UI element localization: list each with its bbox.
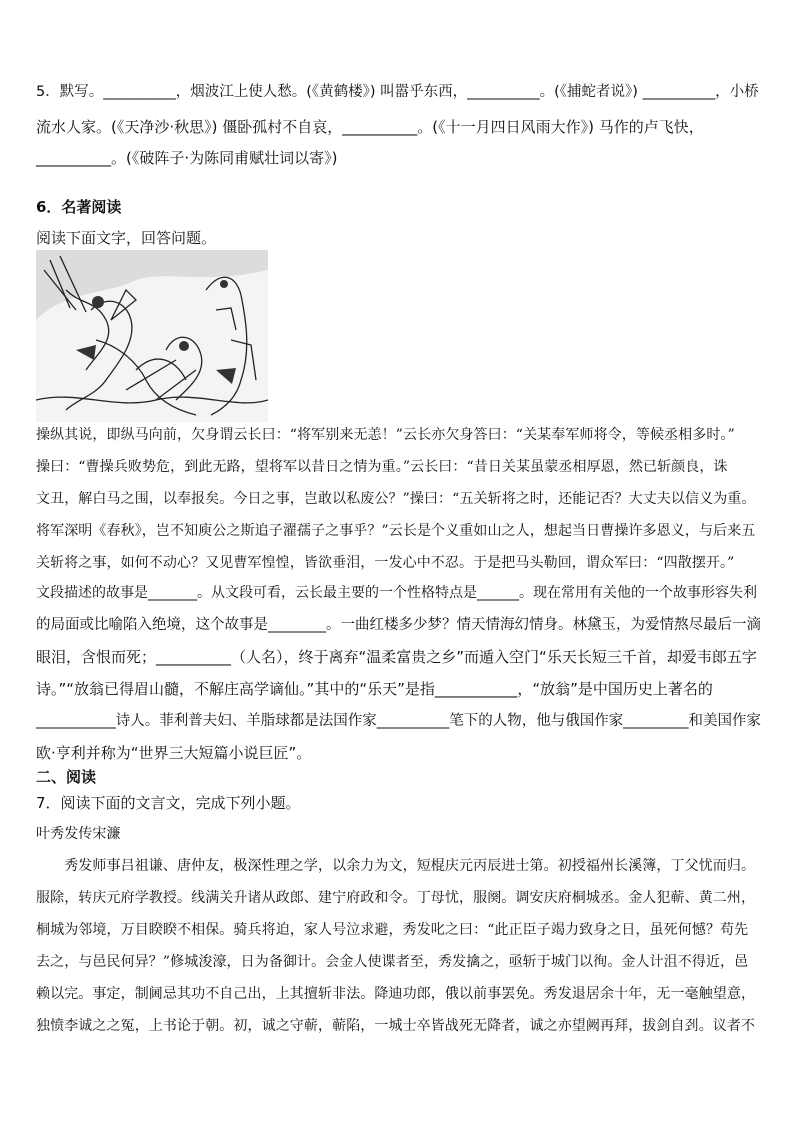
q6-passage-line-5: 关斩将之事，如何不动心？又见曹军惶惶，皆欲垂泪，一发心中不忍。于是把马头勒回，谓众军曰：“四散摆开。” <box>36 555 735 571</box>
q5-line-3: __________。(《破阵子·为陈同甫赋壮词以寄》) <box>36 149 338 167</box>
q6-question-line-1: 文段描述的故事是_______。从文段可看，云长最主要的一个性格特点是______。现在常用有关他的一个故事形容失利 <box>36 585 757 601</box>
q7-line-2: 服除，转庆元府学教授。线满关升诸从政郎、建宁府政和令。丁母忧，服阕。调安庆府桐城丞。金人犯蕲、黄二州， <box>36 890 756 906</box>
q7-line-3: 桐城为邻境，万目睽睽不相保。骑兵将迫，家人号泣求避，秀发叱之曰：“此正臣子竭力致身之日，虽死何憾？苟先 <box>36 922 749 938</box>
q7-line-5: 赖以完。事定，制阃忌其功不自己出，上其擅斩非法。降迪功郎，俄以前事罢免。秀发退居余十年，无一毫触望意， <box>36 986 756 1002</box>
q6-passage-line-3: 文丑，解白马之围，以奉报矣。今日之事，岂敢以私废公？”操曰：“五关斩将之时，还能记否？大丈夫以信义为重。 <box>36 491 756 507</box>
q5-line-2: 流水人家。(《天净沙·秋思》) 僵卧孤村不自哀，__________。(《十一月四日风雨大作》) 马作的卢飞快， <box>36 118 704 136</box>
q6-passage-line-2: 操曰：“曹操兵败势危，到此无路，望将军以昔日之情为重。”云长曰：“昔日关某虽蒙丞相厚恩，然已斩颜良，诛 <box>36 459 728 475</box>
q7-instruction: 7．阅读下面的文言文，完成下列小题。 <box>36 794 301 812</box>
q6-passage-line-4: 将军深明《春秋》，岂不知庾公之斯追子濯孺子之事乎？”云长是个义重如山之人，想起当日曹操许多恩义，与后来五 <box>36 523 756 539</box>
q7-line-4: 去之，与邑民何异？”修城浚濠，日为备御计。会金人使谍者至，秀发擒之，亟斩于城门以徇。金人计沮不得近，邑 <box>36 954 749 970</box>
q6-question-line-4: 诗。”“放翁已得眉山髓，不解庄高学谪仙。”其中的“乐天”是指___________，“放翁”是中国历史上著名的 <box>36 680 713 698</box>
q7-line-1: 秀发师事吕祖谦、唐仲友，极深性理之学，以余力为文，短棍庆元丙辰进士第。初授福州长溪簿，丁父忧而归。 <box>36 858 756 874</box>
q6-passage-line-1: 操纵其说，即纵马向前，欠身谓云长曰：“将军别来无恙！”云长亦欠身答曰：“关某奉军师将令，等候丞相多时。” <box>36 427 735 443</box>
q6-question-line-6: 欧·亨利并称为“世界三大短篇小说巨匠”。 <box>36 744 312 762</box>
q5-line-1: 5．默写。__________，烟波江上使人愁。(《黄鹤楼》) 叫嚣乎东西，__________。(《捕蛇者说》) __________，小桥 <box>36 84 759 100</box>
q6-question-line-3: 眼泪，含恨而死；__________（人名），终于离弃“温柔富贵之乡”而遁入空门“乐天长短三千首，却爱韦郎五字 <box>36 648 757 666</box>
battle-illustration <box>36 250 268 422</box>
q6-title: 6．名著阅读 <box>36 198 122 216</box>
q7-line-6: 独愤李诚之之冤，上书论于朝。初，诚之守蕲，蕲陷，一城士卒皆战死无降者，诚之亦望阙再拜，拔剑自刭。议者不 <box>36 1018 756 1034</box>
q6-question-line-5: ___________诗人。菲利普夫妇、羊脂球都是法国作家__________笔下的人物，他与俄国作家_________和美国作家 <box>36 713 761 729</box>
q6-question-line-2: 的局面或比喻陷入绝境，这个故事是________。一曲红楼多少梦？情天情海幻情身。林黛玉，为爱情熬尽最后一滴 <box>36 617 761 633</box>
q6-instruction: 阅读下面文字，回答问题。 <box>36 229 217 247</box>
section-reading-title: 二、阅读 <box>36 768 97 786</box>
q7-article-title: 叶秀发传宋濂 <box>36 826 121 842</box>
